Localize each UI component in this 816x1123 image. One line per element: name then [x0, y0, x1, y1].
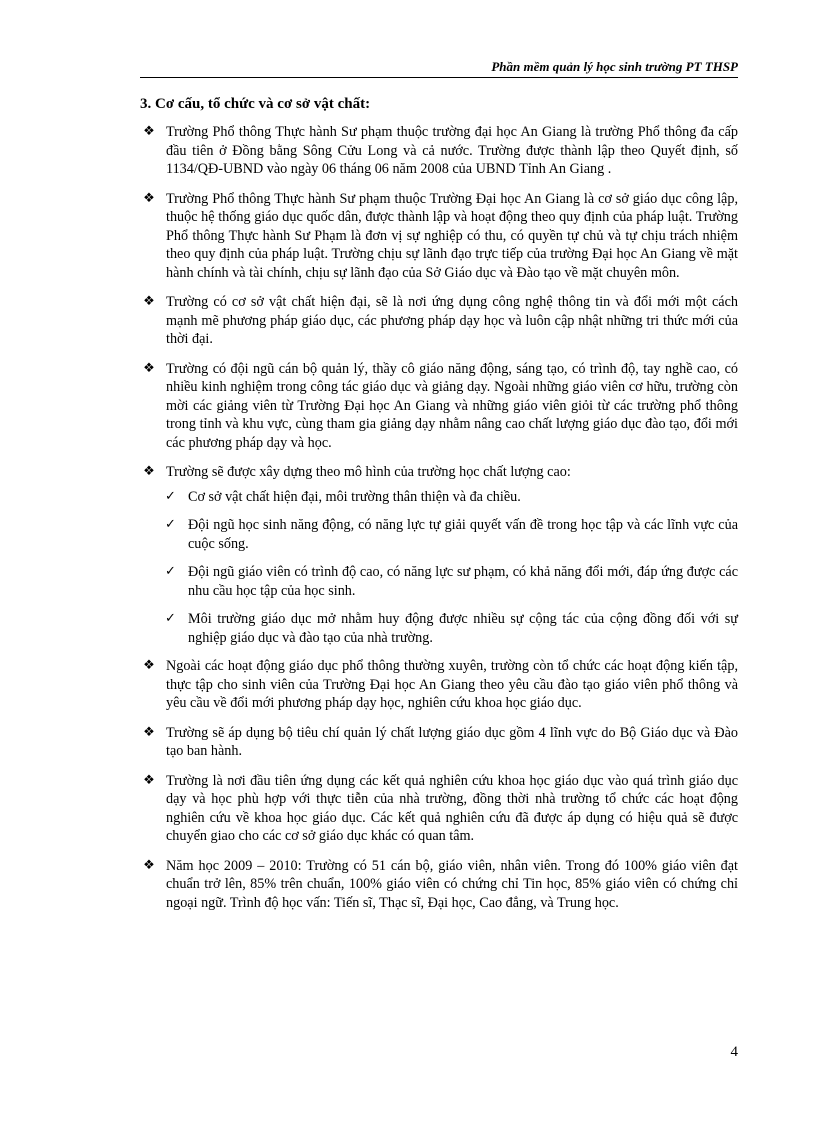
checklist-text: Đội ngũ giáo viên có trình độ cao, có năng lực sư phạm, có khả năng đổi mới, đáp ứng được các nhu cầu học tập của học sinh. — [188, 564, 738, 599]
paragraph-text: Trường sẽ áp dụng bộ tiêu chí quản lý chất lượng giáo dục gồm 4 lĩnh vực do Bộ Giáo dục và Đào tạo ban hành. — [166, 724, 738, 759]
running-header-title: Phần mềm quản lý học sinh trường PT THSP — [491, 59, 738, 74]
checklist-text: Đội ngũ học sinh năng động, có năng lực tự giải quyết vấn đề trong học tập và các lĩnh vực của cuộc sống. — [188, 517, 738, 552]
bullet-paragraph — [140, 123, 738, 179]
header-divider — [140, 77, 738, 78]
checklist-item — [140, 563, 738, 600]
paragraph-text: Trường Phổ thông Thực hành Sư phạm thuộc trường đại học An Giang là trường Phổ thông đa cấp đầu tiên ở Đồng bằng Sông Cửu Long và cả nước. Trường được thành lập theo Quyết định, số 1134/QĐ-UBND vào ngày 06 tháng 06 năm 2008 của UBND Tỉnh An Giang . — [166, 124, 738, 177]
paragraph-text: Trường Phổ thông Thực hành Sư phạm thuộc Trường Đại học An Giang là cơ sở giáo dục công lập, thuộc hệ thống giáo dục quốc dân, được thành lập và hoạt động theo quy định của pháp luật. Trường Phổ thông Thực hành Sư Phạm là đơn vị sự nghiệp có thu, có quyền tự chủ và tự chịu trách nhiệm theo quy định của pháp luật. Trường chịu sự lãnh đạo trực tiếp của trường Đại học An Giang về mặt hành chính và tài chính, chịu sự lãnh đạo của Sở Giáo dục và Đào tạo về mặt chuyên môn. — [166, 190, 738, 281]
checklist-item — [140, 488, 738, 507]
diamond-bullet-icon: ❖ — [143, 658, 155, 673]
checklist-text: Cơ sở vật chất hiện đại, môi trường thân thiện và đa chiều. — [188, 488, 521, 505]
checkmark-icon: ✓ — [165, 488, 176, 504]
diamond-bullet-icon: ❖ — [143, 360, 155, 376]
bullet-paragraph — [140, 190, 738, 283]
bullet-paragraph — [140, 772, 738, 846]
checkmark-icon: ✓ — [165, 517, 176, 532]
page-number: 4 — [730, 1044, 738, 1060]
checklist-text: Môi trường giáo dục mở nhằm huy động được nhiều sự cộng tác của cộng đồng đối với sự nghiệp giáo dục và đào tạo của nhà trường. — [188, 611, 738, 646]
diamond-bullet-icon: ❖ — [143, 190, 155, 206]
diamond-bullet-icon: ❖ — [143, 124, 155, 139]
paragraph-text: Ngoài các hoạt động giáo dục phổ thông thường xuyên, trường còn tổ chức các hoạt động kiến tập, thực tập cho sinh viên của Trường Đại học An Giang theo yêu cầu đào tạo giáo viên phổ thông và yêu cầu về đổi mới phương pháp dạy học, nghiên cứu khoa học giáo dục. — [166, 658, 738, 711]
bullet-paragraph — [140, 293, 738, 349]
diamond-bullet-icon: ❖ — [143, 857, 155, 873]
bullet-paragraph — [140, 724, 738, 761]
paragraph-text: Trường là nơi đầu tiên ứng dụng các kết quả nghiên cứu khoa học giáo dục vào quá trình giáo dục dạy và học phù hợp với thực tiễn của nhà trường, đồng thời nhà trường tổ chức các hoạt động nghiên cứu về khoa học giáo dục. Các kết quả nghiên cứu đã được áp dụng có hiệu quả sẽ được chuyển giao cho các cơ sở giáo dục khác có quan tâm. — [166, 772, 738, 844]
bullet-paragraph — [140, 857, 738, 913]
diamond-bullet-icon: ❖ — [143, 724, 155, 740]
checklist-item — [140, 516, 738, 553]
paragraph-text: Trường sẽ được xây dựng theo mô hình của trường học chất lượng cao: — [166, 464, 571, 480]
paragraph-text: Năm học 2009 – 2010: Trường có 51 cán bộ, giáo viên, nhân viên. Trong đó 100% giáo viên đạt chuẩn trở lên, 85% trên chuẩn, 100% giáo viên có chứng chỉ Tin học, 85% giáo viên có chứng chỉ ngoại ngữ. Trình độ học vấn: Tiến sĩ, Thạc sĩ, Đại học, Cao đẳng, và Trung học. — [166, 857, 738, 911]
paragraph-text: Trường có đội ngũ cán bộ quản lý, thầy cô giáo năng động, sáng tạo, có trình độ, tay nghề cao, có nhiều kinh nghiệm trong công tác giáo dục và giảng dạy. Ngoài những giáo viên cơ hữu, trường còn mời các giảng viên từ Trường Đại học An Giang và những giáo viên giỏi từ các trường phổ thông trong tỉnh và khu vực, cùng tham gia giảng dạy nhằm nâng cao chất lượng giáo dục đào tạo, đổi mới các phương pháp dạy và học. — [166, 360, 738, 451]
bullet-paragraph — [140, 360, 738, 453]
diamond-bullet-icon: ❖ — [143, 772, 155, 788]
checklist-item — [140, 610, 738, 647]
checkmark-icon: ✓ — [165, 564, 176, 579]
section-heading: 3. Cơ cấu, tổ chức và cơ sở vật chất: — [140, 96, 371, 112]
bullet-paragraph — [140, 657, 738, 713]
bullet-paragraph — [140, 463, 738, 482]
diamond-bullet-icon: ❖ — [143, 294, 155, 309]
checkmark-icon: ✓ — [165, 611, 176, 626]
paragraph-text: Trường có cơ sở vật chất hiện đại, sẽ là nơi ứng dụng công nghệ thông tin và đổi mới một cách mạnh mẽ phương pháp giáo dục, các phương pháp dạy học và luôn cập nhật những tri thức mới của thời đại. — [166, 294, 738, 347]
body-content — [140, 123, 738, 923]
diamond-bullet-icon: ❖ — [143, 464, 155, 479]
